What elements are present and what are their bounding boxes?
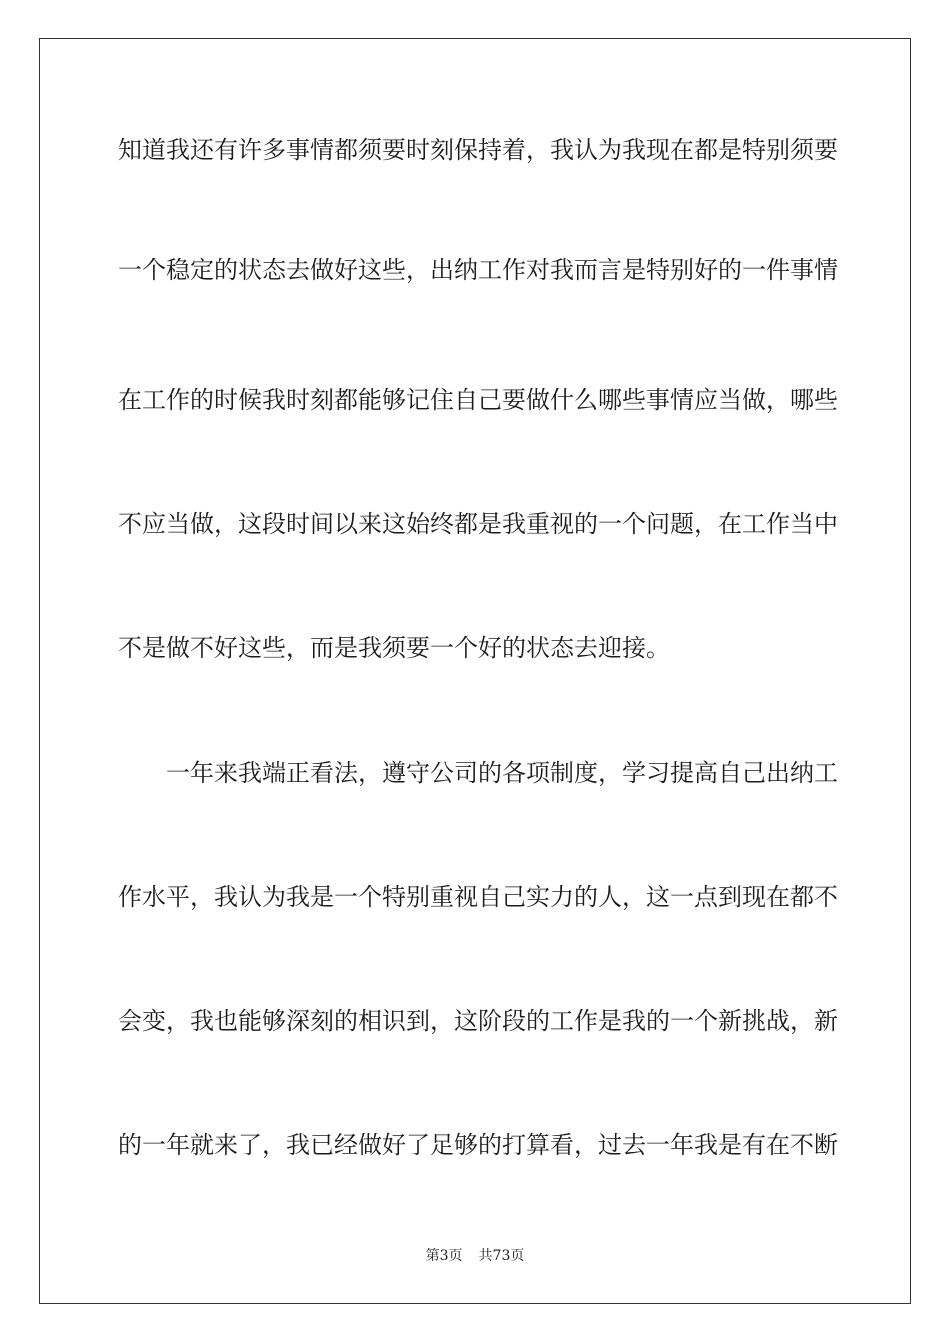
total-pages: 共73页 — [478, 1248, 525, 1264]
text-line-4: 不应当做，这段时间以来这始终都是我重视的一个问题，在工作当中 — [118, 510, 838, 538]
text-line-5: 不是做不好这些，而是我须要一个好的状态去迎接。 — [118, 634, 670, 662]
page-footer — [0, 1246, 950, 1266]
page-number: 第3页 — [425, 1248, 463, 1264]
page-border — [39, 38, 911, 1304]
text-line-9: 的一年就来了，我已经做好了足够的打算看，过去一年我是有在不断 — [118, 1131, 838, 1159]
text-line-3: 在工作的时候我时刻都能够记住自己要做什么哪些事情应当做，哪些 — [118, 386, 838, 414]
text-line-8: 会变，我也能够深刻的相识到，这阶段的工作是我的一个新挑战，新 — [118, 1007, 838, 1035]
text-line-7: 作水平，我认为我是一个特别重视自己实力的人，这一点到现在都不 — [118, 883, 838, 911]
text-line-2: 一个稳定的状态去做好这些，出纳工作对我而言是特别好的一件事情 — [118, 256, 838, 284]
text-line-1: 知道我还有许多事情都须要时刻保持着，我认为我现在都是特别须要 — [118, 136, 838, 164]
text-line-6-paragraph-start: 一年来我端正看法，遵守公司的各项制度，学习提高自己出纳工 — [166, 759, 838, 787]
